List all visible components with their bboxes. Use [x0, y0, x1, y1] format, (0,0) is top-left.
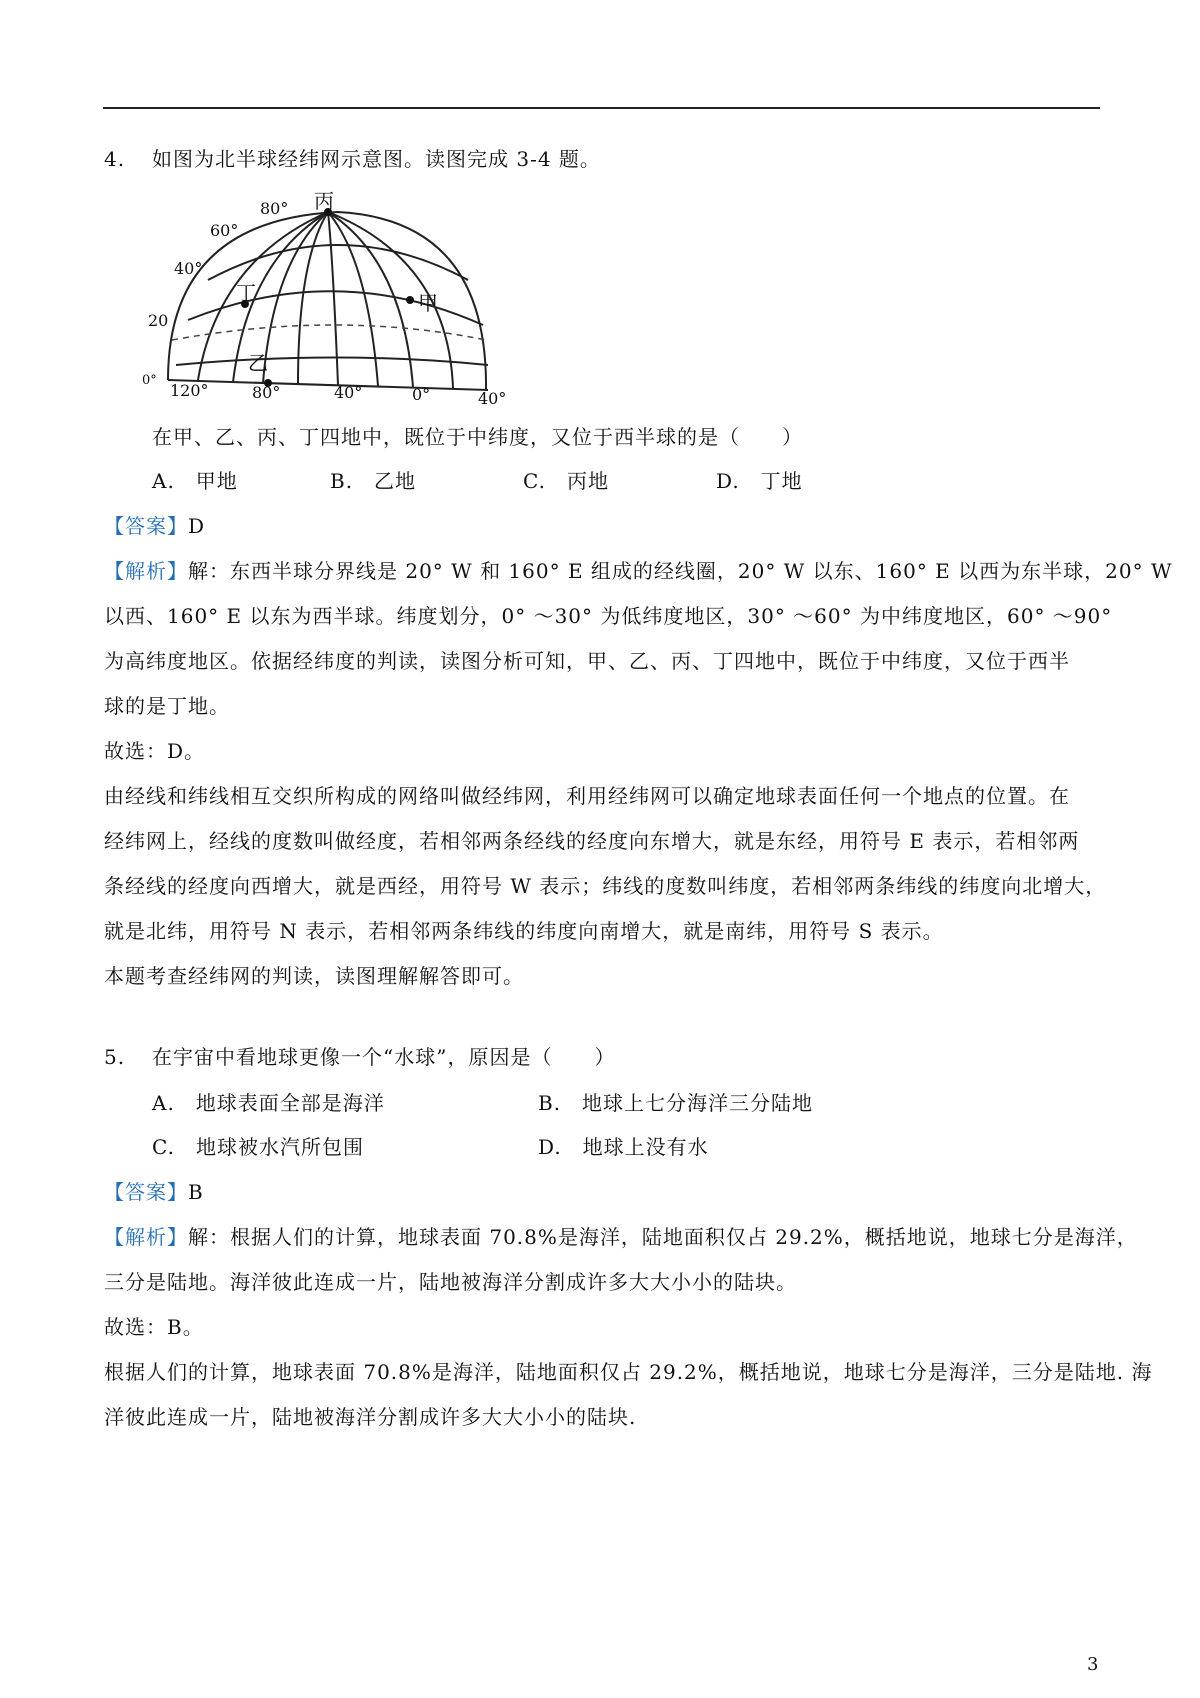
analysis-4-line-1: 【解析】解：东西半球分界线是 20° W 和 160° E 组成的经线圈，20° W 以东、160° E 以西为东半球，20° W — [104, 559, 1173, 583]
option-c: C. 丙地 — [523, 469, 609, 493]
explanation-5-line-2: 洋彼此连成一片，陆地被海洋分割成许多大大小小的陆块. — [104, 1405, 637, 1429]
analysis-5-line-1: 【解析】解：根据人们的计算，地球表面 70.8%是海洋，陆地面积仅占 29.2%，概括地说，地球七分是海洋， — [104, 1225, 1138, 1249]
question-number: 5. — [104, 1045, 126, 1069]
latitude-20-solid — [176, 358, 488, 366]
option-d: D. 地球上没有水 — [538, 1135, 709, 1159]
svg-text:120°: 120° — [170, 381, 209, 400]
meridian-5 — [328, 212, 338, 385]
graticule-figure — [142, 189, 568, 440]
explanation-5-line-1: 根据人们的计算，地球表面 70.8%是海洋，陆地面积仅占 29.2%，概括地说，地球七分是海洋，三分是陆地. 海 — [104, 1360, 1153, 1384]
svg-text:0°: 0° — [412, 385, 431, 404]
analysis-tag: 【解析】 — [104, 1225, 188, 1249]
option-d: D. 丁地 — [716, 469, 803, 493]
analysis-5-line-2: 三分是陆地。海洋彼此连成一片，陆地被海洋分割成许多大大小小的陆块。 — [104, 1270, 797, 1294]
svg-text:乙: 乙 — [248, 351, 268, 375]
explanation-4-line-1: 由经线和纬线相互交织所构成的网络叫做经纬网，利用经纬网可以确定地球表面任何一个地点的位置。在 — [104, 784, 1070, 808]
svg-text:20: 20 — [148, 311, 169, 330]
question-4-stem: 4. 如图为北半球经纬网示意图。读图完成 3-4 题。 — [104, 147, 601, 171]
option-a: A. 地球表面全部是海洋 — [152, 1091, 385, 1115]
answer-value: D — [188, 514, 206, 538]
choice-5: 故选：B。 — [104, 1315, 204, 1339]
option-b: B. 地球上七分海洋三分陆地 — [538, 1091, 814, 1115]
header-rule — [103, 107, 1100, 109]
option-a: A. 甲地 — [152, 469, 238, 493]
equator-line — [168, 380, 488, 390]
answer-tag: 【答案】 — [104, 514, 188, 538]
explanation-4-line-5: 本题考查经纬网的判读，读图理解解答即可。 — [104, 964, 524, 988]
question-5-stem: 5. 在宇宙中看地球更像一个“水球”，原因是（ ） — [104, 1045, 616, 1069]
analysis-4-line-2: 以西、160° E 以东为西半球。纬度划分，0° ～30° 为低纬度地区，30° ～60° 为中纬度地区，60° ～90° — [104, 604, 1113, 628]
meridian-6 — [328, 212, 378, 386]
svg-text:甲: 甲 — [418, 291, 438, 315]
choice-4: 故选：D。 — [104, 739, 206, 763]
explanation-4-line-3: 条经线的经度向西增大，就是西经，用符号 W 表示；纬线的度数叫纬度，若相邻两条纬线的纬度向北增大， — [104, 874, 1107, 898]
answer-tag: 【答案】 — [104, 1180, 188, 1204]
svg-text:80°: 80° — [260, 199, 289, 218]
svg-text:丙: 丙 — [314, 189, 334, 213]
answer-value: B — [188, 1180, 204, 1204]
svg-text:40°: 40° — [174, 259, 203, 278]
meridian-7 — [328, 212, 413, 387]
latitude-60 — [208, 245, 468, 280]
analysis-4-line-4: 球的是丁地。 — [104, 694, 230, 718]
svg-text:60°: 60° — [210, 221, 239, 240]
page-number: 3 — [1087, 1654, 1099, 1675]
answer-4 — [104, 512, 205, 540]
answer-5 — [104, 1178, 204, 1206]
analysis-4-line-3: 为高纬度地区。依据经纬度的判读，读图分析可知，甲、乙、丙、丁四地中，既位于中纬度，又位于西半 — [104, 649, 1070, 673]
explanation-4-line-4: 就是北纬，用符号 N 表示，若相邻两条纬线的纬度向南增大，就是南纬，用符号 S 表示。 — [104, 919, 944, 943]
svg-text:40°: 40° — [334, 383, 363, 402]
explanation-4-line-2: 经纬网上，经线的度数叫做经度，若相邻两条经线的经度向东增大，就是东经，用符号 E 表示，若相邻两 — [104, 829, 1080, 853]
question-number: 4. — [104, 147, 126, 171]
svg-text:40°: 40° — [478, 389, 507, 408]
analysis-tag: 【解析】 — [104, 559, 188, 583]
option-b: B. 乙地 — [330, 469, 417, 493]
svg-text:丁: 丁 — [236, 281, 256, 305]
latitude-30-dashed — [172, 325, 486, 340]
question-4-subquestion: 在甲、乙、丙、丁四地中，既位于中纬度，又位于西半球的是（ ） — [152, 425, 803, 449]
option-c: C. 地球被水汽所包围 — [152, 1135, 364, 1159]
svg-text:0°: 0° — [142, 373, 157, 388]
svg-text:80°: 80° — [252, 383, 281, 402]
